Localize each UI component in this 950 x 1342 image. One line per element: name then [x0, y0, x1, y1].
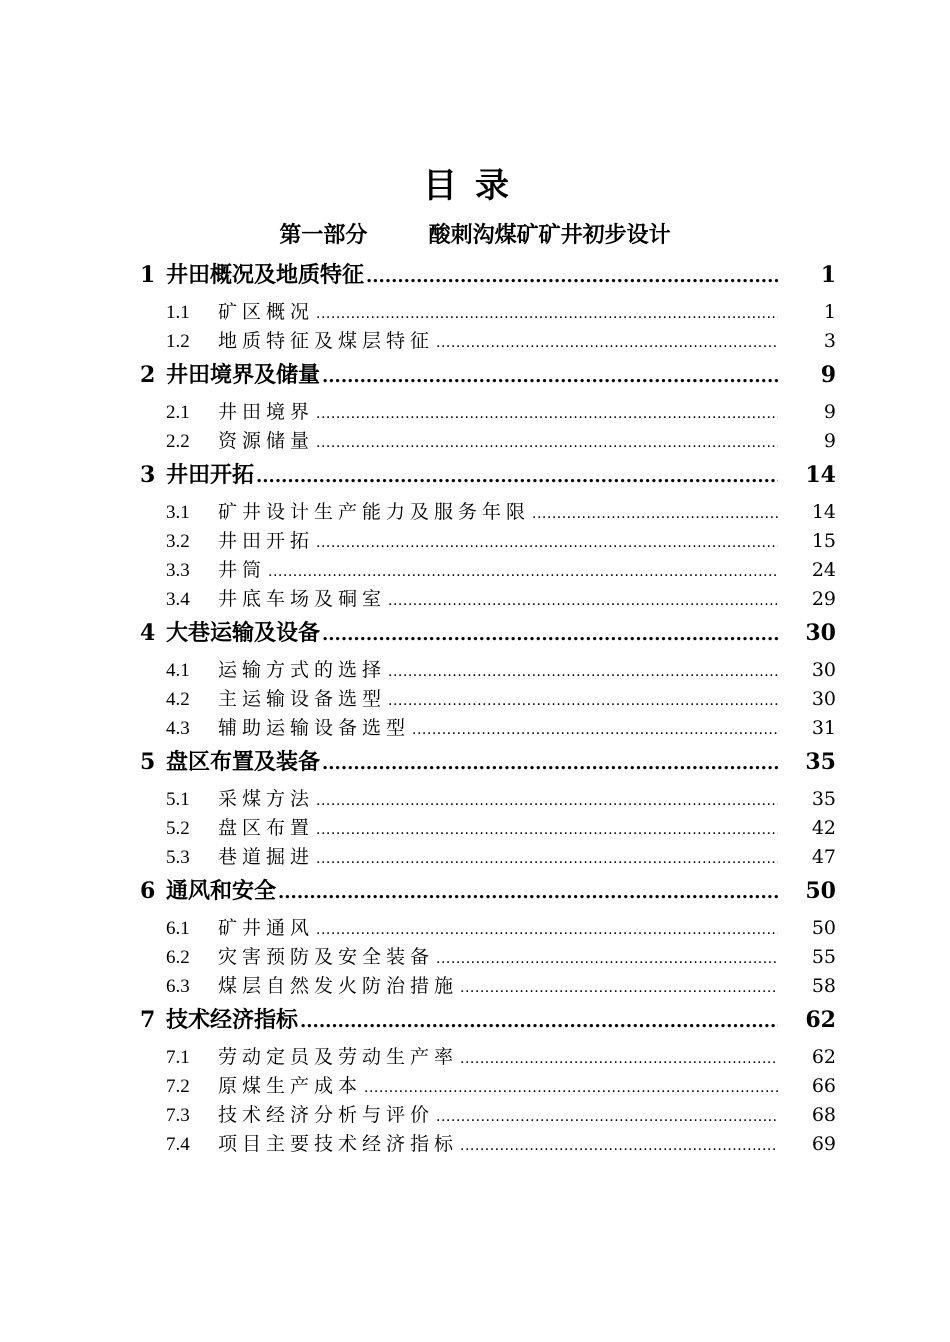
toc-chapter-entry[interactable] — [140, 874, 836, 907]
chapter-title: 盘区布置及装备 — [166, 749, 321, 775]
section-number: 7.1 — [166, 1047, 190, 1068]
toc-chapter-entry[interactable] — [140, 616, 836, 649]
toc-section-entry[interactable] — [140, 326, 836, 355]
chapter-number: 2 — [140, 362, 156, 388]
chapter-title: 通风和安全 — [166, 878, 277, 904]
chapter-page-number: 1 — [820, 262, 836, 288]
section-page-number: 66 — [811, 1075, 836, 1097]
chapter-page-number: 35 — [805, 749, 836, 775]
toc-chapter-entry[interactable] — [140, 745, 836, 778]
section-title: 矿井设计生产能力及服务年限 — [218, 501, 531, 523]
section-title: 项目主要技术经济指标 — [218, 1133, 459, 1155]
toc-title: 目录 — [423, 166, 527, 206]
toc-section-entry[interactable] — [140, 555, 836, 584]
section-title: 井底车场及硐室 — [218, 588, 387, 610]
section-page-number: 30 — [811, 659, 836, 681]
section-title: 辅助运输设备选型 — [218, 717, 411, 739]
dot-leader — [322, 753, 778, 774]
dot-leader — [322, 624, 778, 645]
toc-section-entry[interactable] — [140, 655, 836, 684]
section-number: 5.1 — [166, 789, 190, 810]
section-number: 4.1 — [166, 660, 190, 681]
section-title: 盘区布置 — [218, 817, 315, 839]
section-page-number: 24 — [811, 559, 836, 581]
dot-leader — [316, 922, 778, 938]
chapter-page-number: 62 — [805, 1007, 836, 1033]
toc-section-entry[interactable] — [140, 1129, 836, 1158]
dot-leader — [300, 1011, 778, 1032]
section-title: 井田开拓 — [218, 530, 315, 552]
dot-leader — [364, 1080, 778, 1096]
chapter-page-number: 14 — [805, 462, 836, 488]
chapter-title: 井田概况及地质特征 — [166, 262, 365, 288]
toc-section-entry[interactable] — [140, 526, 836, 555]
section-title: 巷道掘进 — [218, 846, 315, 868]
toc-section-entry[interactable] — [140, 397, 836, 426]
dot-leader — [388, 664, 778, 680]
toc-section-entry[interactable] — [140, 784, 836, 813]
toc-section-entry[interactable] — [140, 913, 836, 942]
section-page-number: 9 — [823, 401, 836, 423]
toc-section-entry[interactable] — [140, 813, 836, 842]
toc-chapter-entry[interactable] — [140, 258, 836, 291]
dot-leader — [436, 335, 778, 351]
section-page-number: 55 — [811, 946, 836, 968]
section-number: 2.1 — [166, 402, 190, 423]
section-title: 灾害预防及安全装备 — [218, 946, 435, 968]
section-page-number: 14 — [811, 501, 836, 523]
section-title: 矿区概况 — [218, 301, 315, 323]
chapter-title: 大巷运输及设备 — [166, 620, 321, 646]
toc-chapter-entry[interactable] — [140, 1003, 836, 1036]
section-title: 井筒 — [218, 559, 267, 581]
dot-leader — [460, 980, 778, 996]
chapter-page-number: 9 — [820, 362, 836, 388]
section-page-number: 31 — [811, 717, 836, 739]
toc-section-entry[interactable] — [140, 426, 836, 455]
section-page-number: 47 — [811, 846, 836, 868]
dot-leader — [412, 722, 778, 738]
section-number: 1.2 — [166, 331, 190, 352]
section-title: 技术经济分析与评价 — [218, 1104, 435, 1126]
chapter-page-number: 50 — [805, 878, 836, 904]
section-number: 7.4 — [166, 1134, 190, 1155]
section-title: 劳动定员及劳动生产率 — [218, 1046, 459, 1068]
section-number: 5.2 — [166, 818, 190, 839]
chapter-title: 井田境界及储量 — [166, 362, 321, 388]
chapter-page-number: 30 — [805, 620, 836, 646]
section-title: 矿井通风 — [218, 917, 315, 939]
toc-section-entry[interactable] — [140, 497, 836, 526]
toc-section-entry[interactable] — [140, 942, 836, 971]
section-number: 4.3 — [166, 718, 190, 739]
section-number: 6.3 — [166, 976, 190, 997]
toc-section-entry[interactable] — [140, 1100, 836, 1129]
section-title: 资源储量 — [218, 430, 315, 452]
section-page-number: 50 — [811, 917, 836, 939]
section-page-number: 69 — [811, 1133, 836, 1155]
section-page-number: 29 — [811, 588, 836, 610]
dot-leader — [316, 435, 778, 451]
section-number: 3.4 — [166, 589, 190, 610]
table-of-contents — [140, 255, 836, 1158]
section-title: 井田境界 — [218, 401, 315, 423]
section-title: 主运输设备选型 — [218, 688, 387, 710]
dot-leader — [316, 822, 778, 838]
toc-section-entry[interactable] — [140, 584, 836, 613]
chapter-number: 5 — [140, 749, 156, 775]
section-number: 7.3 — [166, 1105, 190, 1126]
dot-leader — [268, 564, 778, 580]
section-page-number: 35 — [811, 788, 836, 810]
section-title: 煤层自然发火防治措施 — [218, 975, 459, 997]
toc-chapter-entry[interactable] — [140, 458, 836, 491]
dot-leader — [366, 266, 778, 287]
part-subtitle: 第一部分 酸刺沟煤矿矿井初步设计 — [279, 222, 671, 248]
section-page-number: 42 — [811, 817, 836, 839]
section-title: 原煤生产成本 — [218, 1075, 363, 1097]
section-number: 7.2 — [166, 1076, 190, 1097]
chapter-number: 6 — [140, 878, 156, 904]
toc-section-entry[interactable] — [140, 971, 836, 1000]
dot-leader — [460, 1138, 778, 1154]
section-number: 4.2 — [166, 689, 190, 710]
dot-leader — [316, 406, 778, 422]
section-page-number: 1 — [823, 301, 836, 323]
toc-section-entry[interactable] — [140, 1042, 836, 1071]
section-page-number: 3 — [823, 330, 836, 352]
section-number: 3.3 — [166, 560, 190, 581]
dot-leader — [532, 506, 778, 522]
toc-section-entry[interactable] — [140, 842, 836, 871]
section-page-number: 62 — [811, 1046, 836, 1068]
dot-leader — [436, 951, 778, 967]
section-number: 6.2 — [166, 947, 190, 968]
chapter-title: 井田开拓 — [166, 462, 255, 488]
dot-leader — [256, 466, 778, 487]
section-number: 3.2 — [166, 531, 190, 552]
section-number: 2.2 — [166, 431, 190, 452]
section-number: 5.3 — [166, 847, 190, 868]
section-title: 运输方式的选择 — [218, 659, 387, 681]
toc-section-entry[interactable] — [140, 297, 836, 326]
chapter-number: 4 — [140, 620, 156, 646]
section-page-number: 9 — [823, 430, 836, 452]
section-number: 6.1 — [166, 918, 190, 939]
chapter-number: 3 — [140, 462, 156, 488]
dot-leader — [436, 1109, 778, 1125]
toc-section-entry[interactable] — [140, 1071, 836, 1100]
section-number: 1.1 — [166, 302, 190, 323]
section-title: 地质特征及煤层特征 — [218, 330, 435, 352]
toc-section-entry[interactable] — [140, 713, 836, 742]
dot-leader — [316, 793, 778, 809]
section-title: 采煤方法 — [218, 788, 315, 810]
section-page-number: 68 — [811, 1104, 836, 1126]
section-page-number: 58 — [811, 975, 836, 997]
toc-chapter-entry[interactable] — [140, 358, 836, 391]
section-page-number: 15 — [811, 530, 836, 552]
dot-leader — [322, 366, 778, 387]
section-page-number: 30 — [811, 688, 836, 710]
chapter-number: 7 — [140, 1007, 156, 1033]
dot-leader — [316, 306, 778, 322]
chapter-number: 1 — [140, 262, 156, 288]
dot-leader — [316, 851, 778, 867]
dot-leader — [278, 882, 778, 903]
dot-leader — [460, 1051, 778, 1067]
dot-leader — [388, 593, 778, 609]
section-number: 3.1 — [166, 502, 190, 523]
toc-section-entry[interactable] — [140, 684, 836, 713]
chapter-title: 技术经济指标 — [166, 1007, 299, 1033]
dot-leader — [388, 693, 778, 709]
dot-leader — [316, 535, 778, 551]
